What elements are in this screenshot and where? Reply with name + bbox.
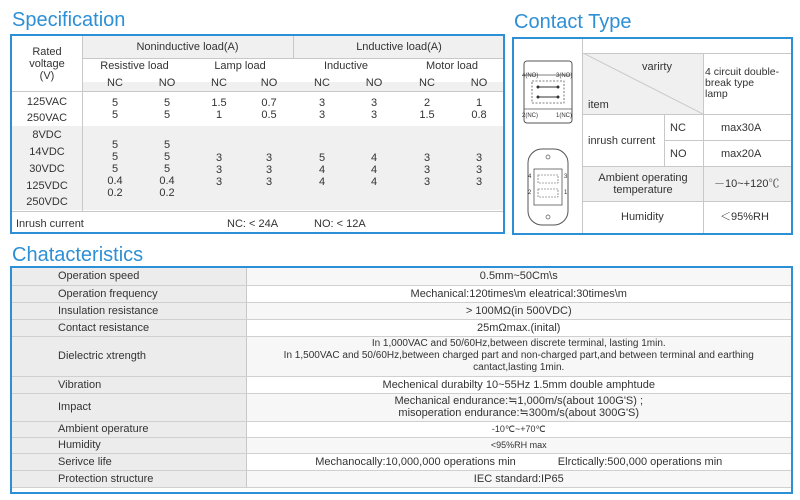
char-label: Contact resistance — [12, 319, 246, 336]
diagram2-label-2: 2 — [528, 190, 532, 196]
ac-res-no: 5 5 — [163, 97, 171, 121]
char-label: Vibration — [12, 376, 246, 393]
dc-lamp-nc: 3 3 3 — [215, 152, 223, 188]
char-row-protection-structure — [12, 470, 791, 487]
dc-ind-nc: 5 4 4 — [318, 152, 326, 188]
char-row-operation-frequency — [12, 285, 791, 302]
dc-ind-no: 4 4 4 — [370, 152, 378, 188]
char-label: Serivce life — [12, 453, 246, 470]
res-no-header: NO — [158, 77, 176, 89]
inductive-load-header: Lnductive load(A) — [356, 41, 442, 53]
contact-no-label: NO — [670, 148, 687, 160]
inductive-header: Inductive — [323, 60, 369, 72]
char-value: 0.5mm~50Cm\s — [246, 268, 791, 285]
contact-type-value: 4 circuit double- break type lamp — [705, 66, 780, 100]
char-value: -10℃~+70℃ — [246, 421, 791, 437]
varirty-label: varirty — [642, 61, 672, 73]
characteristics-title: Chatacteristics — [12, 244, 144, 266]
char-label: Humidity — [12, 437, 246, 453]
char-label: Impact — [12, 393, 246, 421]
ac-mot-nc: 2 1.5 — [419, 97, 435, 121]
res-nc-header: NC — [107, 77, 123, 89]
contact-type-title: Contact Type — [514, 11, 632, 33]
voltage-250vac: 250VAC — [26, 112, 68, 124]
char-label: Insulation resistance — [12, 302, 246, 319]
mot-no-header: NO — [470, 77, 488, 89]
voltage-14vdc: 14VDC — [29, 146, 65, 158]
noninductive-load-header: Noninductive load(A) — [136, 41, 239, 53]
diagram1-label-4no: 4(NO) — [522, 73, 539, 79]
char-value: 25mΩmax.(inital) — [246, 319, 791, 336]
item-label: item — [588, 99, 609, 111]
char-value: Mechenical durabilty 10~55Hz 1.5mm double amphtude — [246, 376, 791, 393]
contact-body-diagram — [522, 147, 574, 227]
ac-lamp-nc: 1.5 1 — [211, 97, 227, 121]
dc-res-no: 5 5 5 0.4 0.2 — [159, 139, 175, 199]
ind-no-header: NO — [365, 77, 383, 89]
char-value: In 1,000VAC and 50/60Hz,between discrete terminal, lasting 1min. In 1,500VAC and 50/60Hz,between charged part and non-charged part,and between terminal and earthing cantact,lasting 1min. — [246, 336, 791, 376]
motor-load-header: Motor load — [426, 60, 478, 72]
char-value: > 100MΩ(in 500VDC) — [246, 302, 791, 319]
contact-type-table — [512, 37, 793, 235]
service-life-electrical: Elrctically:500,000 operations min — [557, 455, 723, 468]
dc-lamp-no: 3 3 3 — [265, 152, 273, 188]
char-label: Ambient operature — [12, 421, 246, 437]
char-row-operation-speed — [12, 268, 791, 285]
dc-res-nc: 5 5 5 0.4 0.2 — [107, 139, 123, 199]
ac-lamp-no: 0.7 0.5 — [261, 97, 277, 121]
char-row-insulation-resistance — [12, 302, 791, 319]
diagram2-label-1: 1 — [564, 190, 568, 196]
char-row-impact — [12, 393, 791, 421]
diagram2-label-4: 4 — [528, 174, 532, 180]
specification-title: Specification — [12, 9, 126, 31]
char-label: Protection structure — [12, 470, 246, 487]
contact-nc-label: NC — [670, 122, 686, 134]
contact-no-value: max20A — [721, 148, 762, 160]
char-value: <95%RH max — [246, 437, 791, 453]
dc-mot-no: 3 3 3 — [475, 152, 483, 188]
char-row-humidity — [12, 437, 791, 453]
char-label: Operation speed — [12, 268, 246, 285]
char-row-ambient-operature — [12, 421, 791, 437]
lamp-load-header: Lamp load — [214, 60, 266, 72]
contact-inrush-label: inrush current — [588, 135, 656, 147]
voltage-30vdc: 30VDC — [29, 163, 65, 175]
char-row-contact-resistance — [12, 319, 791, 336]
characteristics-table — [10, 266, 793, 494]
voltage-125vdc: 125VDC — [26, 180, 68, 192]
char-label: Operation frequency — [12, 285, 246, 302]
specification-table — [10, 34, 505, 234]
ambient-temp-value: －10~+120℃ — [714, 178, 780, 190]
ac-ind-no: 3 3 — [370, 97, 378, 121]
ac-ind-nc: 3 3 — [318, 97, 326, 121]
diagram1-label-1nc: 1(NC) — [556, 113, 572, 119]
rated-voltage-label: Rated voltage (V) — [29, 46, 65, 82]
ac-mot-no: 1 0.8 — [471, 97, 487, 121]
voltage-8vdc: 8VDC — [32, 129, 62, 141]
char-row-dielectric-strength — [12, 336, 791, 376]
contact-humidity-value: ＜95%RH — [720, 211, 769, 223]
diagram1-label-3no: 3(NO) — [556, 73, 573, 79]
char-value: IEC standard:IP65 — [246, 470, 791, 487]
mot-nc-header: NC — [419, 77, 435, 89]
ac-res-nc: 5 5 — [111, 97, 119, 121]
char-row-vibration — [12, 376, 791, 393]
inrush-nc-value: NC: < 24A — [227, 218, 279, 230]
char-label: Dielectric xtrength — [12, 336, 246, 376]
voltage-125vac: 125VAC — [26, 96, 68, 108]
voltage-250vdc: 250VDC — [26, 196, 68, 208]
service-life-mechanical: Mechanocally:10,000,000 operations min — [315, 455, 516, 468]
inrush-no-value: NO: < 12A — [314, 218, 366, 230]
resistive-load-header: Resistive load — [100, 60, 169, 72]
lamp-no-header: NO — [260, 77, 278, 89]
ind-nc-header: NC — [314, 77, 330, 89]
contact-humidity-label: Humidity — [621, 211, 664, 223]
inrush-current-label: Inrush current — [16, 218, 84, 230]
diagram2-label-3: 3 — [564, 174, 568, 180]
contact-nc-value: max30A — [721, 122, 762, 134]
ambient-temp-label: Ambient operating temperature — [598, 172, 688, 196]
char-value-service-life — [246, 453, 791, 470]
dc-mot-nc: 3 3 3 — [423, 152, 431, 188]
diagram1-label-2nc: 2(NC) — [522, 113, 538, 119]
char-value: Mechanical endurance:≒1,000m/s(about 100G'S) ; misoperation endurance:≒300m/s(about 300G'S) — [246, 393, 791, 421]
lamp-nc-header: NC — [211, 77, 227, 89]
char-value: Mechanical:120times\m eleatrical:30times\m — [246, 285, 791, 302]
char-row-service-life — [12, 453, 791, 470]
